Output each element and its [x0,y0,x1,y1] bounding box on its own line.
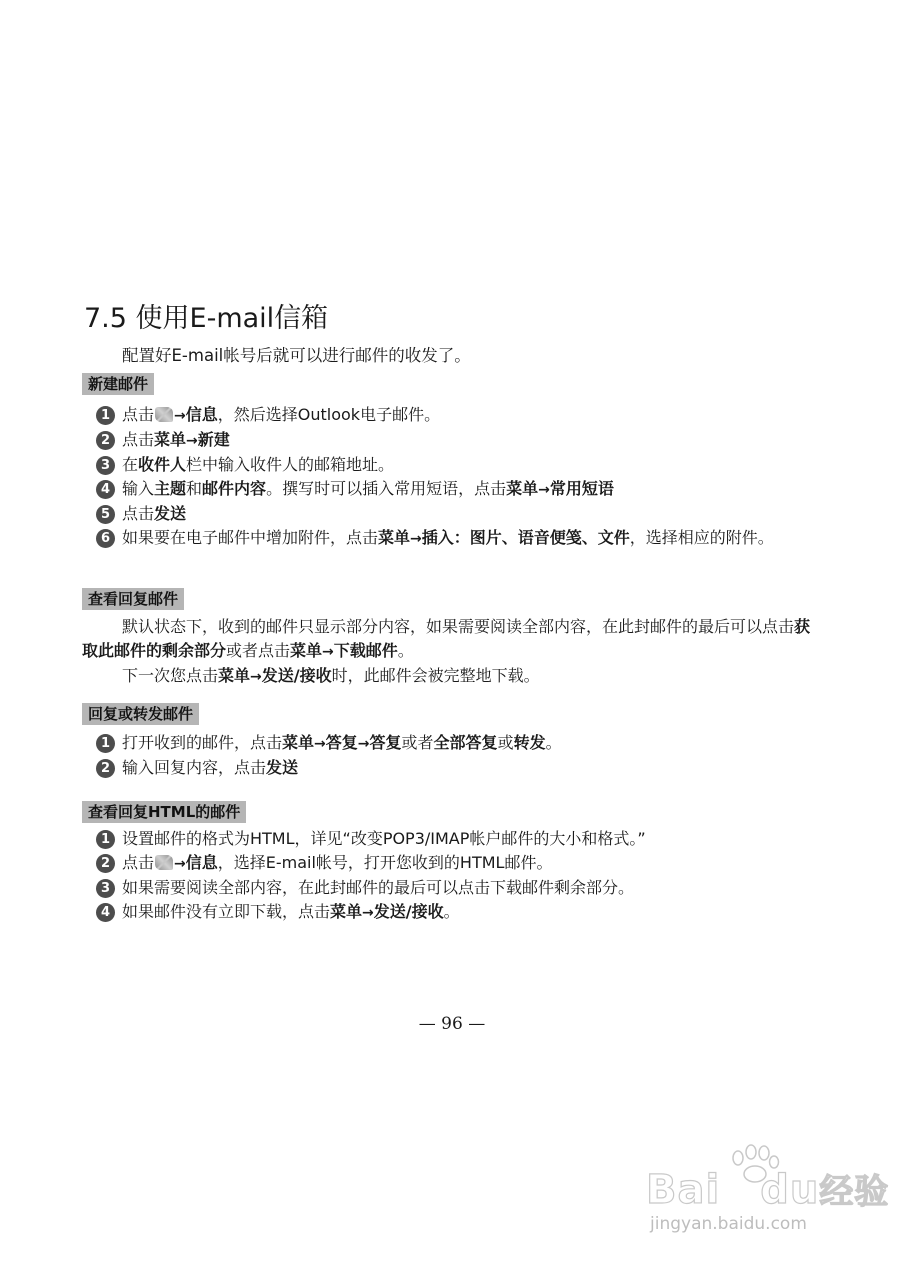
section-heading-new-mail: 新建邮件 [82,373,154,395]
step-number-badge: 4 [96,480,115,499]
step-number-badge: 3 [96,879,115,898]
watermark-url: jingyan.baidu.com [650,1214,807,1234]
step-item: 1 点击 →信息，然后选择Outlook电子邮件。 [82,403,842,428]
steps-html-mail [82,827,842,925]
steps-new-mail [82,403,842,551]
watermark-logo: Bai du经验 [646,1167,890,1213]
arrow-icon: → [250,669,262,685]
step-item: 1 打开收到的邮件，点击菜单→答复→答复或者全部答复或转发。 [82,731,842,756]
page-number: — 96 — [418,1014,486,1034]
step-number-badge: 2 [96,759,115,778]
step-item: 1 设置邮件的格式为HTML，详见“改变POP3/IMAP帐户邮件的大小和格式。” [82,827,842,851]
arrow-icon: → [314,736,326,752]
section-heading-view-reply: 查看回复邮件 [82,588,184,610]
step-number-badge: 3 [96,456,115,475]
section-heading-html-mail: 查看回复HTML的邮件 [82,801,246,823]
step-item: 2 输入回复内容，点击发送 [82,756,842,780]
paragraph: 下一次您点击菜单→发送/接收时，此邮件会被完整地下载。 [122,666,540,685]
section-title: 7.5 使用E-mail信箱 [84,303,329,334]
arrow-icon: → [322,644,334,660]
step-number-badge: 2 [96,431,115,450]
windows-start-icon [155,407,173,422]
step-item: 4 输入主题和邮件内容。撰写时可以插入常用短语，点击菜单→常用短语 [82,477,842,502]
step-item: 2 点击菜单→新建 [82,428,842,453]
step-number-badge: 1 [96,734,115,753]
arrow-icon: → [410,531,422,547]
step-item: 6 如果要在电子邮件中增加附件，点击菜单→插入：图片、语音便笺、文件，选择相应的附件。 [82,526,802,551]
step-item: 5 点击发送 [82,502,842,526]
step-number-badge: 2 [96,854,115,873]
step-number-badge: 4 [96,903,115,922]
step-number-badge: 1 [96,830,115,849]
step-item: 2 点击 →信息，选择E-mail帐号，打开您收到的HTML邮件。 [82,851,842,876]
step-number-badge: 6 [96,529,115,548]
section-new-mail [82,373,842,551]
arrow-icon: → [357,736,370,752]
section-view-reply [82,588,822,689]
baidu-watermark [636,1144,890,1244]
windows-start-icon [155,855,173,870]
step-item: 3 在收件人栏中输入收件人的邮箱地址。 [82,453,842,477]
steps-reply-forward [82,731,842,780]
paragraph: 默认状态下，收到的邮件只显示部分内容，如果需要阅读全部内容，在此封邮件的最后可以点击获取此邮件的剩余部分或者点击菜单→下载邮件。 [82,617,811,660]
arrow-icon: → [186,433,198,449]
step-item: 4 如果邮件没有立即下载，点击菜单→发送/接收。 [82,900,842,925]
intro-paragraph: 配置好E-mail帐号后就可以进行邮件的收发了。 [122,346,471,365]
section-html-mail [82,801,842,925]
arrow-icon: → [174,408,186,424]
step-number-badge: 5 [96,505,115,524]
arrow-icon: → [362,905,374,921]
section-heading-reply-forward: 回复或转发邮件 [82,703,199,725]
step-item: 3 如果需要阅读全部内容，在此封邮件的最后可以点击下载邮件剩余部分。 [82,876,842,900]
arrow-icon: → [174,856,186,872]
arrow-icon: → [538,482,550,498]
section-reply-forward [82,703,842,780]
step-number-badge: 1 [96,406,115,425]
